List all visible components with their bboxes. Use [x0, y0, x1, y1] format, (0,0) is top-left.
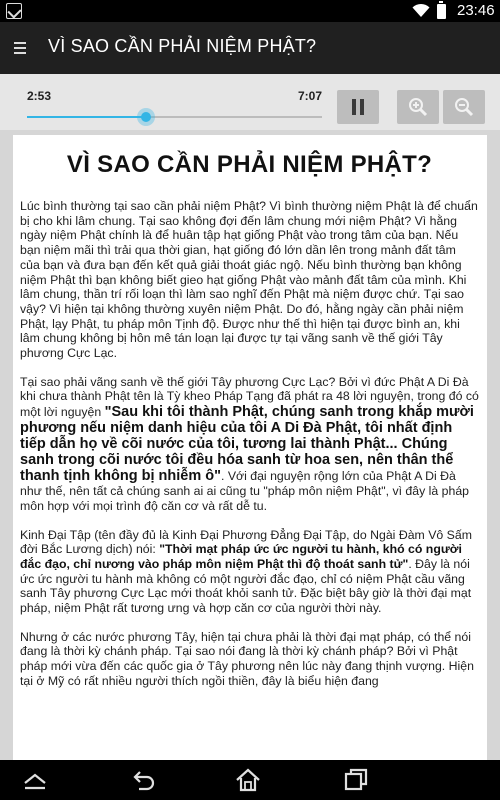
paragraph-2 [20, 375, 479, 514]
article-title: VÌ SAO CẦN PHẢI NIỆM PHẬT? [66, 151, 433, 178]
zoom-out-icon [454, 97, 474, 117]
total-time: 7:07 [298, 89, 323, 103]
recent-apps-icon[interactable] [131, 767, 157, 793]
article-page[interactable] [13, 135, 487, 760]
wifi-icon [412, 3, 430, 18]
zoom-out-button[interactable] [443, 90, 485, 124]
battery-icon [437, 4, 446, 19]
zoom-in-button[interactable] [397, 90, 439, 124]
status-clock: 23:46 [457, 2, 495, 19]
seek-progress [27, 116, 146, 118]
paragraph-1: Lúc bình thường tại sao cần phải niệm Phật? Vì bình thường niệm Phật là để chuẩn bị cho khi lâm chung. Tại sao không đợi đến lâm chung mới niệm Phật? Vì hằng ngày niệm Phật chính là để huân tập hạt giống Phật vào trong tâm của bạn. Nếu bạn niệm mãi thì trải qua thời gian, hạt giống đó lớn dần lên trong mảnh đất tâm của bạn và đưa bạn đến kết quả giải thoát giác ngộ. Nếu bình thường bạn không niệm Phật thì bạn không biết gieo hạt giống Phật vào mảnh đất tâm của mình. Khi lâm chung, thần trí rối loạn thì làm sao nghĩ đến Phật mà niệm được chứ. Tại sao vậy? Vì hiện tại không thường xuyên niệm Phật. Do đó, hằng ngày cần phải niệm Phật, lạy Phật, tu pháp môn Tịnh độ. Được như thế thì hiện tại được bình an, khi lâm chung không bị hôn mê tán loạn lại được tự tại vãng sanh về thế giới Tây phương Cực Lạc. [20, 199, 478, 361]
vow-quote: "Sau khi tôi thành Phật, chúng sanh trong khắp mười phương nếu niệm danh hiệu của tôi A Di Đà Phật, tôi nhất định tiếp dẫn họ về cõi nước của tôi, tương lai thành Phật... Chúng sanh trong cõi nước tôi đều hóa sanh từ hoa sen, nên thân thể thanh tịnh không bị nhiễm ô" [20, 404, 474, 485]
navigation-bar [0, 760, 500, 800]
paragraph-2-text-b: . Với đại nguyện rộng lớn của Phật A Di Đà như thế, nên tất cả chúng sanh ai ai cũng tu "pháp môn niệm Phật", vì đây là pháp môn hợp với mọi trình độ căn cơ và rất dễ tu. [20, 469, 470, 513]
home-icon[interactable] [234, 767, 262, 793]
seek-bar[interactable] [27, 116, 322, 118]
current-time: 2:53 [27, 89, 52, 103]
paragraph-3-text-a: Kinh Đại Tập (tên đầy đủ là Kinh Đại Phương Đẳng Đại Tập, do Ngài Đàm Vô Sấm đời Bắc Lương dịch) nói: [20, 527, 472, 557]
seek-thumb[interactable] [137, 108, 155, 126]
action-bar [0, 22, 500, 74]
paragraph-4: Nhưng ở các nước phương Tây, hiện tại chưa phải là thời đại mạt pháp, có thể nói đang là thời kỳ chánh pháp. Tại sao nói đang là thời kỳ chánh pháp? Bởi vì Phật pháp mới vừa đến các quốc gia ở Tây phương nên lúc này đang thịnh vượng. Hiện tại ở Mỹ có rất nhiều người thích ngồi thiền, đây là biểu hiện đang [20, 629, 474, 688]
paragraph-3 [20, 528, 479, 616]
app-switcher-icon[interactable] [343, 767, 369, 793]
menu-icon[interactable] [14, 42, 28, 54]
action-bar-title: VÌ SAO CẦN PHẢI NIỆM PHẬT? [48, 36, 317, 56]
pause-button[interactable] [337, 90, 379, 124]
notification-check-icon [6, 3, 22, 19]
back-icon[interactable] [22, 767, 48, 793]
status-bar [0, 0, 500, 22]
audio-player [0, 74, 500, 130]
paragraph-2-text-a: Tại sao phải vãng sanh về thế giới Tây phương Cực Lạc? Bởi vì đức Phật A Di Đà khi chưa thành Phật tên là Tỳ kheo Pháp Tạng đã phát ra 48 lời nguyện, trong đó có một lời nguyện [20, 374, 479, 420]
paragraph-3-text-b: . Đây là nói ức ức người tu hành mà không có một người đắc đạo, chỉ có niệm Phật cầu vãng sanh Tây phương Cực Lạc mới thoát khỏi sanh tử. Đặc biệt bây giờ là thời đại mạt pháp, niệm Phật rất tương ưng và hợp căn cơ của người thời này. [20, 556, 472, 616]
zoom-in-icon [408, 97, 428, 117]
sutra-quote: "Thời mạt pháp ức ức người tu hành, khó có người đắc đạo, chỉ nương vào pháp môn niệm Phật thì độ thoát sanh tử" [20, 542, 462, 571]
